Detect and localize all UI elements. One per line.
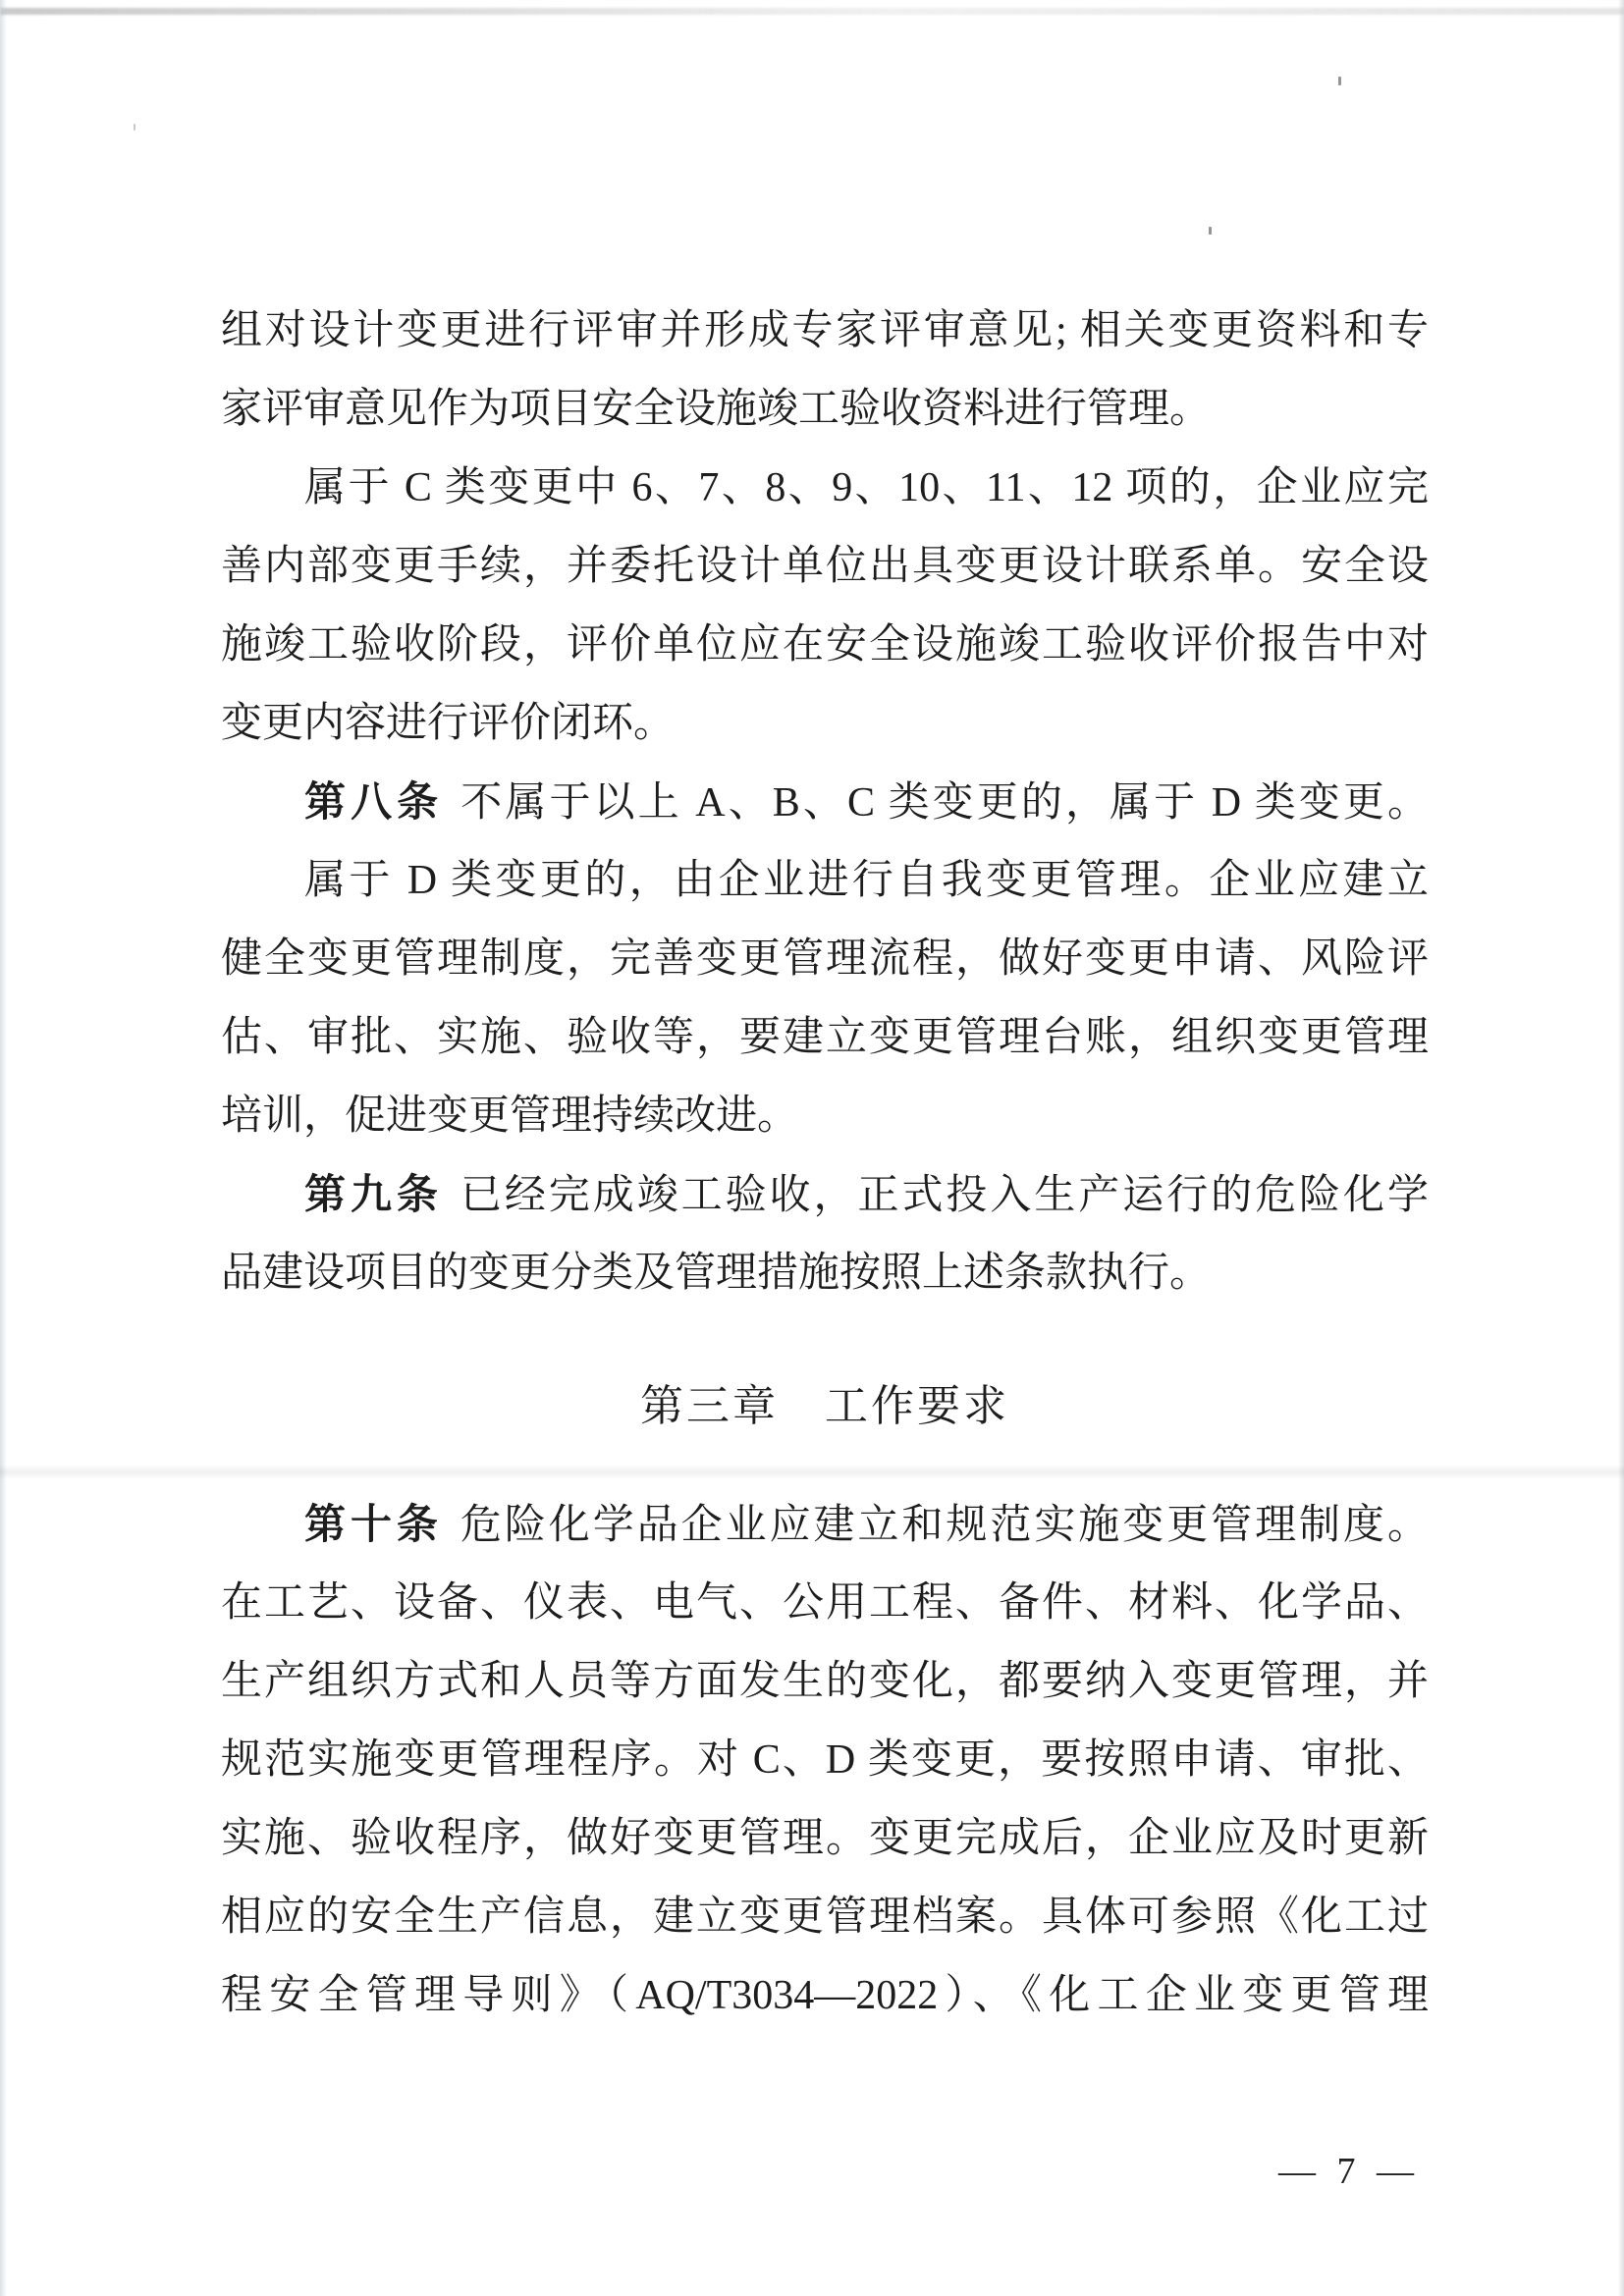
text-line [221, 841, 1429, 920]
scan-artifact-top-line [0, 8, 1624, 15]
text-line [221, 1234, 1429, 1312]
line-text: 危险化学品企业应建立和规范实施变更管理制度。 [460, 1503, 1429, 1548]
line-text: 规范实施变更管理程序。对 C、D 类变更，要按照申请、审批、 [221, 1737, 1429, 1783]
line-text: 善内部变更手续，并委托设计单位出具变更设计联系单。安全设 [221, 544, 1429, 589]
scan-artifact-speck [1209, 227, 1212, 235]
scan-artifact-left-edge [0, 0, 7, 2296]
line-text: 不属于以上 A、B、C 类变更的，属于 D 类变更。 [460, 780, 1429, 826]
text-line [221, 292, 1429, 370]
article-number: 第十条 [304, 1501, 443, 1547]
line-text: 已经完成竣工验收，正式投入生产运行的危险化学 [460, 1173, 1429, 1218]
line-text: 家评审意见作为项目安全设施竣工验收资料进行管理。 [221, 387, 1212, 432]
text-line [221, 1155, 1429, 1234]
article-number: 第八条 [304, 778, 444, 825]
text-line [221, 998, 1429, 1077]
line-text: 变更内容进行评价闭环。 [221, 701, 676, 746]
text-line [221, 763, 1429, 841]
line-text: 估、审批、实施、验收等，要建立变更管理台账，组织变更管理 [221, 1015, 1429, 1060]
line-text: 施竣工验收阶段，评价单位应在安全设施竣工验收评价报告中对 [221, 622, 1429, 667]
line-text: 生产组织方式和人员等方面发生的变化，都要纳入变更管理，并 [221, 1659, 1429, 1704]
text-line [221, 370, 1429, 449]
text-line [221, 1799, 1429, 1878]
text-line [221, 1564, 1429, 1642]
text-line [221, 449, 1429, 527]
text-line [221, 920, 1429, 998]
text-line [221, 1485, 1429, 1564]
text-line [221, 527, 1429, 606]
chapter-heading: 第三章 工作要求 [640, 1382, 1009, 1430]
line-text: 培训，促进变更管理持续改进。 [221, 1094, 799, 1139]
line-text: 属于 C 类变更中 6、7、8、9、10、11、12 项的，企业应完 [304, 465, 1429, 510]
line-text: 品建设项目的变更分类及管理措施按照上述条款执行。 [221, 1251, 1212, 1296]
scan-artifact-speck [1338, 77, 1341, 85]
line-text: 组对设计变更进行评审并形成专家评审意见; 相关变更资料和专 [221, 308, 1429, 353]
article-number: 第九条 [304, 1171, 443, 1217]
line-text: 程安全管理导则》（AQ/T3034—2022）、《化工企业变更管理 [221, 1973, 1429, 2018]
text-line [221, 1956, 1429, 2035]
line-text: 实施、验收程序，做好变更管理。变更完成后，企业应及时更新 [221, 1816, 1429, 1861]
scan-artifact-speck [134, 124, 135, 131]
line-text: 健全变更管理制度，完善变更管理流程，做好变更申请、风险评 [221, 936, 1429, 982]
text-line [221, 606, 1429, 684]
page-number: — 7 — [1278, 2151, 1420, 2192]
line-text: 相应的安全生产信息，建立变更管理档案。具体可参照《化工过 [221, 1895, 1429, 1940]
line-text: 属于 D 类变更的，由企业进行自我变更管理。企业应建立 [304, 858, 1429, 903]
document-body [221, 292, 1429, 2035]
line-text: 在工艺、设备、仪表、电气、公用工程、备件、材料、化学品、 [221, 1580, 1429, 1626]
text-line [221, 1721, 1429, 1799]
scan-artifact-right-edge [1618, 0, 1624, 2296]
text-line [221, 1642, 1429, 1721]
text-line [221, 1077, 1429, 1155]
text-line [221, 1878, 1429, 1956]
text-line [221, 684, 1429, 763]
